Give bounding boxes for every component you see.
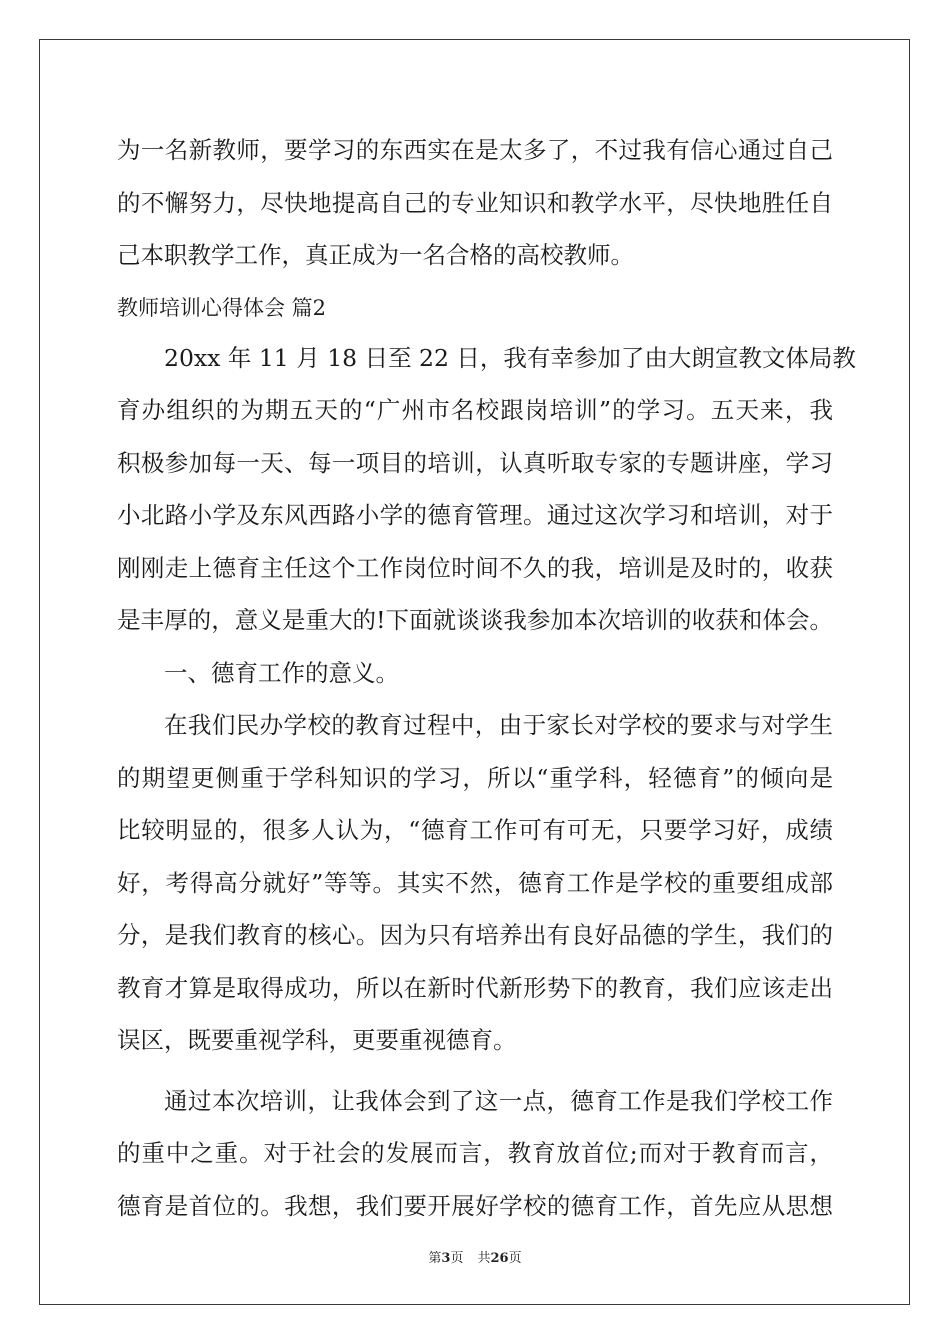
paragraph-line: 是丰厚的，意义是重大的!下面就谈谈我参加本次培训的收获和体会。 — [117, 606, 833, 634]
document-body — [117, 132, 856, 1240]
paragraph-line: 德育是首位的。我想，我们要开展好学校的德育工作，首先应从思想 — [117, 1191, 833, 1220]
paragraph-line: 分，是我们教育的核心。因为只有培养出有良好品德的学生，我们的 — [117, 921, 833, 949]
page-unit: 页 — [450, 1251, 464, 1266]
paragraph-line: 小北路小学及东风西路小学的德育管理。通过这次学习和培训，对于 — [117, 501, 833, 529]
paragraph-line: 比较明显的，很多人认为，“德育工作可有可无，只要学习好，成绩 — [117, 816, 833, 844]
paragraph-line: 通过本次培训，让我体会到了这一点，德育工作是我们学校工作 — [164, 1086, 833, 1115]
paragraph-line: 的期望更侧重于学科知识的学习，所以“重学科，轻德育”的倾向是 — [117, 763, 833, 792]
paragraph-line: 的重中之重。对于社会的发展而言，教育放首位;而对于教育而言， — [117, 1139, 833, 1167]
total-prefix: 共 — [477, 1251, 491, 1266]
paragraph-line: 教育才算是取得成功，所以在新时代新形势下的教育，我们应该走出 — [117, 973, 833, 1002]
paragraph-line: 好，考得高分就好”等等。其实不然，德育工作是学校的重要组成部 — [117, 868, 833, 897]
paragraph-line: 刚刚走上德育主任这个工作岗位时间不久的我，培训是及时的，收获 — [117, 553, 833, 582]
subheading: 一、德育工作的意义。 — [164, 658, 399, 687]
section-heading: 教师培训心得体会 篇2 — [117, 295, 327, 320]
page-footer — [0, 1247, 950, 1266]
paragraph-line: 误区，既要重视学科，更要重视德育。 — [117, 1026, 517, 1054]
page-total: 26 — [490, 1251, 509, 1266]
text-line: 的不懈努力，尽快地提高自己的专业知识和教学水平，尽快地胜任自 — [117, 188, 833, 217]
paragraph-line: 育办组织的为期五天的“广州市名校跟岗培训”的学习。五天来，我 — [117, 396, 833, 424]
text-line: 己本职教学工作，真正成为一名合格的高校教师。 — [117, 241, 634, 269]
paragraph-gap — [117, 1075, 833, 1083]
paragraph-line: 20xx 年 11 月 18 日至 22 日，我有幸参加了由大朗宣教文体局教 — [164, 343, 856, 372]
page-number: 3 — [441, 1251, 451, 1266]
page-prefix: 第 — [428, 1251, 442, 1266]
paragraph-line: 在我们民办学校的教育过程中，由于家长对学校的要求与对学生 — [164, 711, 833, 739]
text-line: 为一名新教师，要学习的东西实在是太多了，不过我有信心通过自己 — [117, 136, 833, 164]
total-unit: 页 — [508, 1251, 522, 1266]
paragraph-line: 积极参加每一天、每一项目的培训，认真听取专家的专题讲座，学习 — [117, 448, 833, 477]
